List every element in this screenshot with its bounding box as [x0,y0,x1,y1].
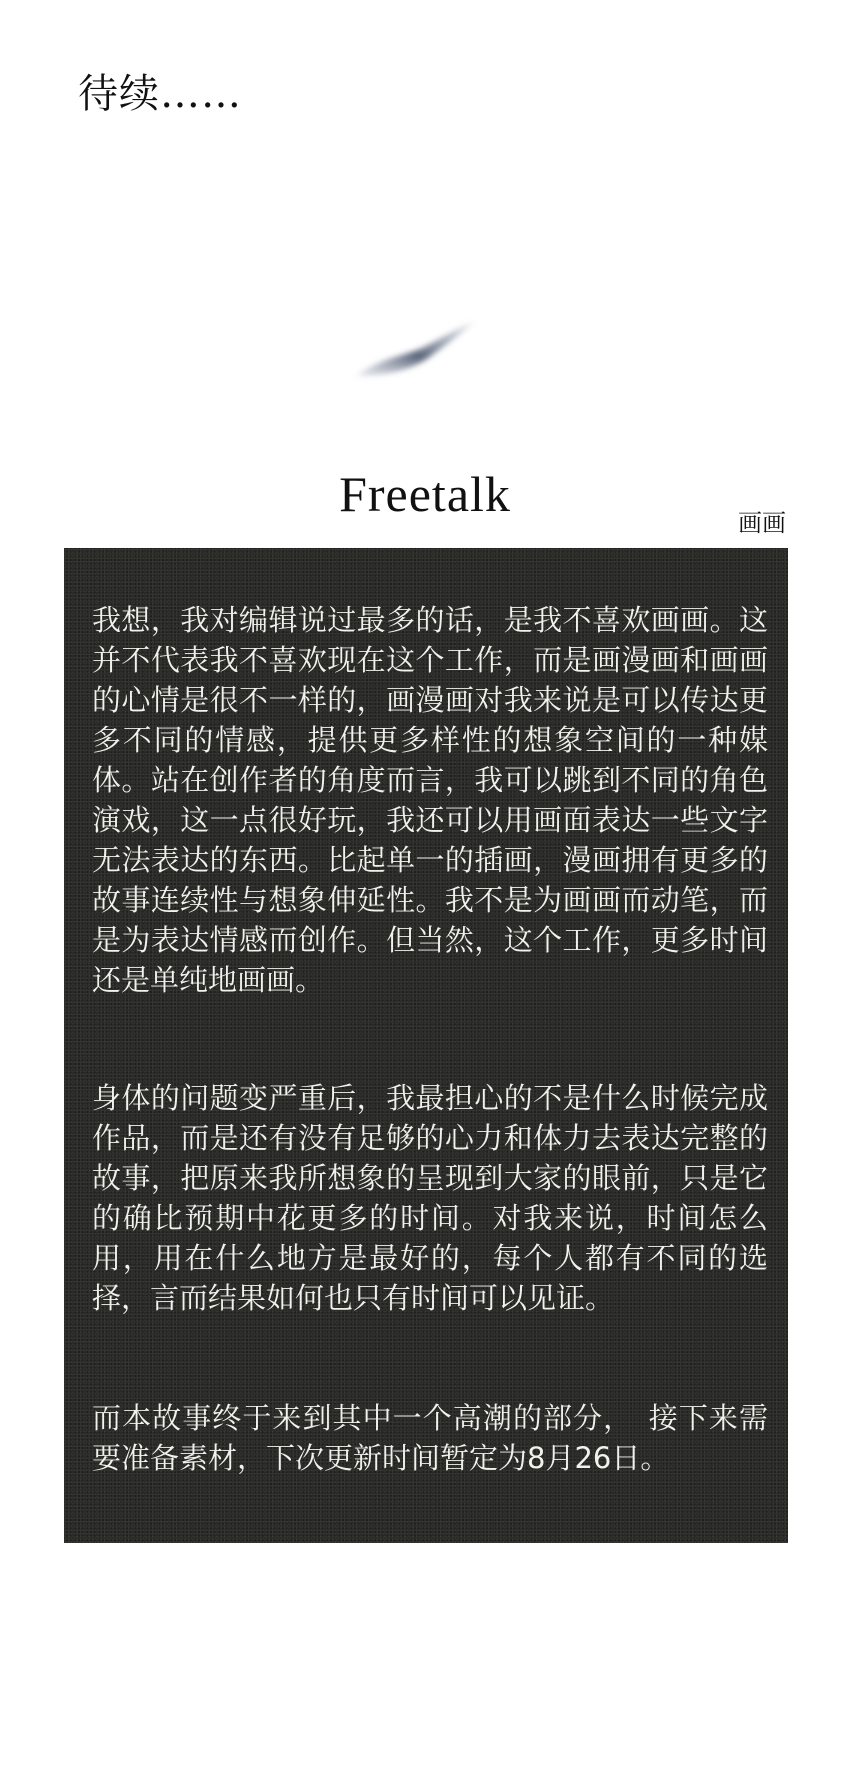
note-paragraph-2: 身体的问题变严重后，我最担心的不是什么时候完成作品，而是还有没有足够的心力和体力去表达完整的故事，把原来我所想象的呈现到大家的眼前，只是它的确比预期中花更多的时间。对我来说，时间怎么用，用在什么地方是最好的，每个人都有不同的选择，言而结果如何也只有时间可以见证。 [92,1081,768,1315]
to-be-continued-text: 待续…… [78,71,242,117]
brush-stroke-icon [350,318,480,388]
note-paragraph-3: 而本故事终于来到其中一个高潮的部分， 接下来需要准备素材，下次更新时间暂定为8月26日。 [92,1401,768,1475]
author-note-box [64,548,788,1543]
author-tag: 画画 [738,509,786,537]
freetalk-title: Freetalk [339,466,511,522]
note-paragraph-1: 我想，我对编辑说过最多的话，是我不喜欢画画。这并不代表我不喜欢现在这个工作，而是画漫画和画画的心情是很不一样的，画漫画对我来说是可以传达更多不同的情感，提供更多样性的想象空间的一种媒体。站在创作者的角度而言，我可以跳到不同的角色演戏，这一点很好玩，我还可以用画面表达一些文字无法表达的东西。比起单一的插画，漫画拥有更多的故事连续性与想象伸延性。我不是为画画而动笔，而是为表达情感而创作。但当然，这个工作，更多时间还是单纯地画画。 [92,603,768,997]
